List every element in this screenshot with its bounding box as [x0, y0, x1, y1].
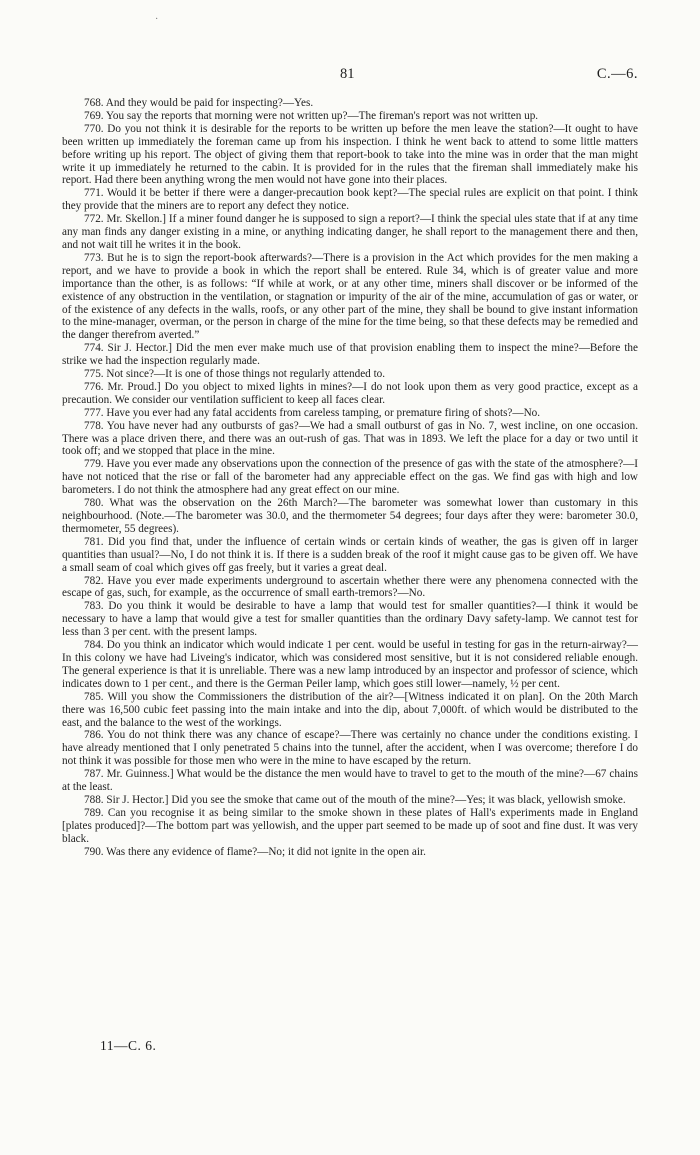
paragraph-777: 777. Have you ever had any fatal accidents from careless tamping, or premature firing of shots?—No.	[84, 406, 541, 419]
paragraph-768: 768. And they would be paid for inspecting?—Yes.	[84, 97, 314, 109]
paragraph-783: 783. Do you think it would be desirable to have a lamp that would test for smaller quantities?—I think it would be necessary to have a lamp that would give a test for smaller quantities than the ordinary Davy safety-lamp. We cannot test for less than 3 per cent. with the present lamps.	[62, 600, 638, 639]
paragraph-780: 780. What was the observation on the 26th March?—The barometer was somewhat lower than customary in this neighbourhood. (Note.—The barometer was 30.0, and the thermometer 54 degrees; four days after they were: barometer 30.0, thermometer, 55 degrees).	[62, 497, 638, 535]
paragraph-778: 778. You have never had any outbursts of gas?—We had a small outburst of gas in No. 7, west incline, on one occasion. There was a place driven there, and there was an out-rush of gas. That was in 1893. We left the place for a day or two until it took off; and we stopped that place in the mine.	[62, 419, 638, 458]
paragraph-790: 790. Was there any evidence of flame?—No; it did not ignite in the open air.	[84, 845, 426, 858]
paragraph-773: 773. But he is to sign the report-book afterwards?—There is a provision in the Act which provides for the men making a report, and we have to provide a book in which the report shall be entered. Rule 34, which is of greater value and more importance than the other, is as follows: “If while at work, or at any other time, miners shall discover or be informed of the existence of any obstruction in the ventilation, or stagnation or impurity of the air of the mine, accumulation of gas or water, or of the existence of any defects in the walls, roofs, or any other part of the mine, they shall be bound to give instant information to the mine-manager, overman, or the person in charge of the mine for the time being, so that these defects may be remedied and the danger therefrom averted.”	[62, 251, 638, 342]
paragraph-782: 782. Have you ever made experiments underground to ascertain whether there were any phenomena connected with the escape of gas, such, for example, as the occurrence of small earth-tremors?—No.	[62, 574, 638, 600]
paragraph-781: 781. Did you find that, under the influence of certain winds or certain kinds of weather, the gas is given off in larger quantities than usual?—No, I do not think it is. If there is a sudden break of the roof it might cause gas to be given off. We have a small seam of coal which gives off gas freely, but it varies a great deal.	[62, 535, 638, 574]
page-number: 81	[340, 66, 355, 82]
page-header	[0, 66, 700, 84]
signature-mark: 11—C. 6.	[100, 1038, 157, 1053]
ink-dot: ·	[155, 14, 159, 25]
paragraph-786: 786. You do not think there was any chance of escape?—There was certainly no chance under the conditions existing. I have already mentioned that I only penetrated 5 chains into the tunnel, after the accident, when I was overcome; therefore I do not think it was possible for those men who were in the mine to have escaped by the return.	[62, 729, 638, 768]
paragraph-776: 776. Mr. Proud.] Do you object to mixed lights in mines?—I do not look upon them as very good practice, except as a precaution. We consider our ventilation sufficient to keep all faces clear.	[62, 380, 638, 406]
paragraph-775: 775. Not since?—It is one of those things not regularly attended to.	[84, 368, 386, 381]
paragraph-772: 772. Mr. Skellon.] If a miner found danger he is supposed to sign a report?—I think the special ules state that if at any time any man finds any danger existing in a mine, or anything indicating danger, he shall report to the management there and then, and not wait till he writes it in the book.	[62, 213, 638, 251]
paragraph-774: 774. Sir J. Hector.] Did the men ever make much use of that provision enabling them to inspect the mine?—Before the strike we had the inspection regularly made.	[62, 342, 638, 368]
paragraph-787: 787. Mr. Guinness.] What would be the distance the men would have to travel to get to the mouth of the mine?—67 chains at the least.	[62, 768, 638, 794]
paragraph-785: 785. Will you show the Commissioners the distribution of the air?—[Witness indicated it on plan]. On the 20th March there was 16,500 cubic feet passing into the main intake and into the dip, about 7,000ft. of which would be distributed to the east, and the balance to the west of the workings.	[62, 690, 638, 729]
paragraph-771: 771. Would it be better if there were a danger-precaution book kept?—The special rules are explicit on that point. I think they provide that the miners are to report any defect they notice.	[62, 187, 638, 213]
page-reference: C.—6.	[596, 66, 638, 82]
paragraph-779: 779. Have you ever made any observations upon the connection of the presence of gas with the state of the atmosphere?—I have not noticed that the rise or fall of the barometer had any appreciable effect on the gas. We find gas with high and low barometers. I do not think the atmosphere had any great effect on our mine.	[62, 458, 638, 497]
paragraph-788: 788. Sir J. Hector.] Did you see the smoke that came out of the mouth of the mine?—Yes; it was black, yellowish smoke.	[84, 793, 626, 806]
paragraph-770: 770. Do you not think it is desirable for the reports to be written up before the men leave the station?—It ought to have been written up immediately the foreman came up from his inspection. I think he went back to attend to some little matters before writing up his report. The object of giving them that report-book to take into the mine was in order that the man might write it up immediately he returned to the cabin. It is provided for in the rules that the fireman shall immediately make his report. Had there been anything wrong the men would not have gone into their places.	[62, 122, 638, 187]
document-body	[62, 97, 638, 858]
paragraph-789: 789. Can you recognise it as being similar to the smoke shown in these plates of Hall's experiments made in England [plates produced]?—The bottom part was yellowish, and the upper part seemed to be made up of soot and fine dust. It was very black.	[62, 806, 638, 845]
paragraph-784: 784. Do you think an indicator which would indicate 1 per cent. would be useful in testing for gas in the return-airway?—In this colony we have had Liveing's indicator, which was considered most sensitive, but it is not considered reliable enough. The general experience is that it is unreliable. There was a new lamp introduced by an inspector and professor of science, which indicates down to 1 per cent., and there is the German Peiler lamp, which goes still lower—namely, ½ per cent.	[62, 639, 638, 690]
paragraph-769: 769. You say the reports that morning were not written up?—The fireman's report was not written up.	[84, 109, 539, 122]
